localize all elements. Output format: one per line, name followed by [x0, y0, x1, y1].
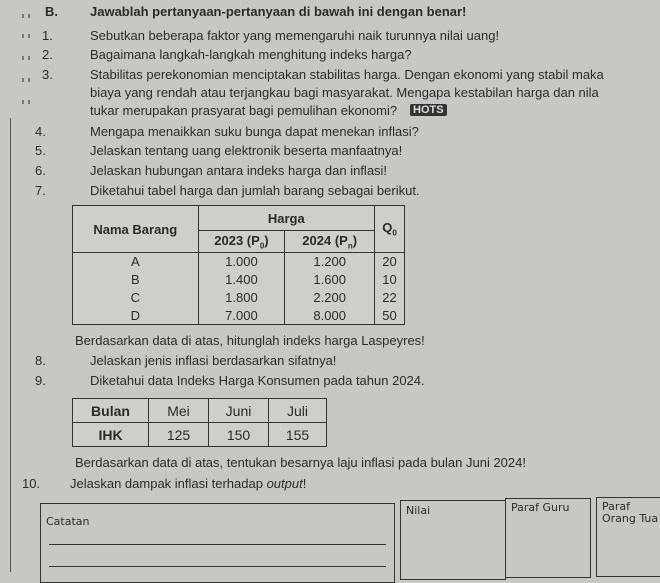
question-number: 2.	[42, 47, 53, 62]
question-text: Diketahui data Indeks Harga Konsumen pada tahun 2024.	[90, 373, 425, 388]
writing-line	[49, 544, 386, 545]
question-text: Diketahui tabel harga dan jumlah barang sebagai berikut.	[90, 183, 420, 198]
writing-line	[49, 566, 386, 567]
binding-hole	[22, 14, 30, 18]
question-number: 4.	[35, 124, 46, 139]
price-table	[72, 205, 405, 325]
header-nama-barang: Nama Barang	[73, 206, 199, 253]
table-row: D 7.000 8.000 50	[73, 307, 405, 325]
table-row: A 1.000 1.200 20	[73, 253, 405, 271]
binding-hole	[22, 56, 30, 60]
catatan-label: Catatan	[46, 515, 90, 528]
instruction-text: Berdasarkan data di atas, tentukan besarnya laju inflasi pada bulan Juni 2024!	[75, 455, 526, 470]
hots-badge: HOTS	[410, 104, 447, 116]
question-number: 6.	[35, 163, 46, 178]
question-text-line: Stabilitas perekonomian menciptakan stabilitas harga. Dengan ekonomi yang stabil maka	[90, 67, 604, 82]
paraf-guru-box: Paraf Guru	[505, 498, 591, 578]
question-text: Jelaskan jenis inflasi berdasarkan sifatnya!	[90, 353, 337, 368]
header-q: $Q_0$	[375, 206, 405, 253]
binding-hole	[22, 34, 30, 38]
question-text-line: biaya yang rendah atau terjangkau bagi masyarakat. Mengapa kestabilan harga dan nila	[90, 85, 599, 100]
table-row: C 1.800 2.200 22	[73, 289, 405, 307]
question-number: 3.	[42, 67, 53, 82]
binding-hole	[22, 100, 30, 104]
question-number: 10.	[22, 476, 41, 491]
question-text-line: tukar merupakan prasyarat bagi pemulihan ekonomi?	[90, 103, 398, 118]
question-number: 5.	[35, 143, 46, 158]
question-number: 7.	[35, 183, 46, 198]
margin-line	[10, 118, 11, 572]
paraf-orang-tua-box: Paraf Orang Tua	[596, 497, 660, 577]
binding-hole	[22, 78, 30, 82]
question-text: Jelaskan hubungan antara indeks harga dan inflasi!	[90, 163, 388, 178]
instruction-text: Berdasarkan data di atas, hitunglah indeks harga Laspeyres!	[75, 333, 425, 348]
question-text: Sebutkan beberapa faktor yang memengaruhi naik turunnya nilai uang!	[90, 28, 500, 43]
nilai-box: Nilai	[400, 500, 506, 580]
question-text: Jelaskan tentang uang elektronik beserta manfaatnya!	[90, 143, 403, 158]
question-text: Mengapa menaikkan suku bunga dapat menekan inflasi?	[90, 124, 419, 139]
header-harga: Harga	[198, 206, 374, 231]
table-row: B 1.400 1.600 10	[73, 271, 405, 289]
section-title: Jawablah pertanyaan-pertanyaan di bawah ini dengan benar!	[90, 4, 467, 19]
question-number: 1.	[42, 28, 53, 43]
header-2023: 2023 $(P_0)$	[198, 231, 285, 253]
ihk-table: Bulan Mei Juni Juli IHK 125 150 155	[72, 398, 327, 447]
question-text: Bagaimana langkah-langkah menghitung indeks harga?	[90, 47, 412, 62]
header-2024: 2024 $(P_n)$	[285, 231, 375, 253]
question-text: Jelaskan dampak inflasi terhadap output!	[70, 476, 307, 491]
question-number: 9.	[35, 373, 46, 388]
question-number: 8.	[35, 353, 46, 368]
catatan-box	[40, 503, 395, 583]
section-letter: B.	[45, 4, 58, 19]
